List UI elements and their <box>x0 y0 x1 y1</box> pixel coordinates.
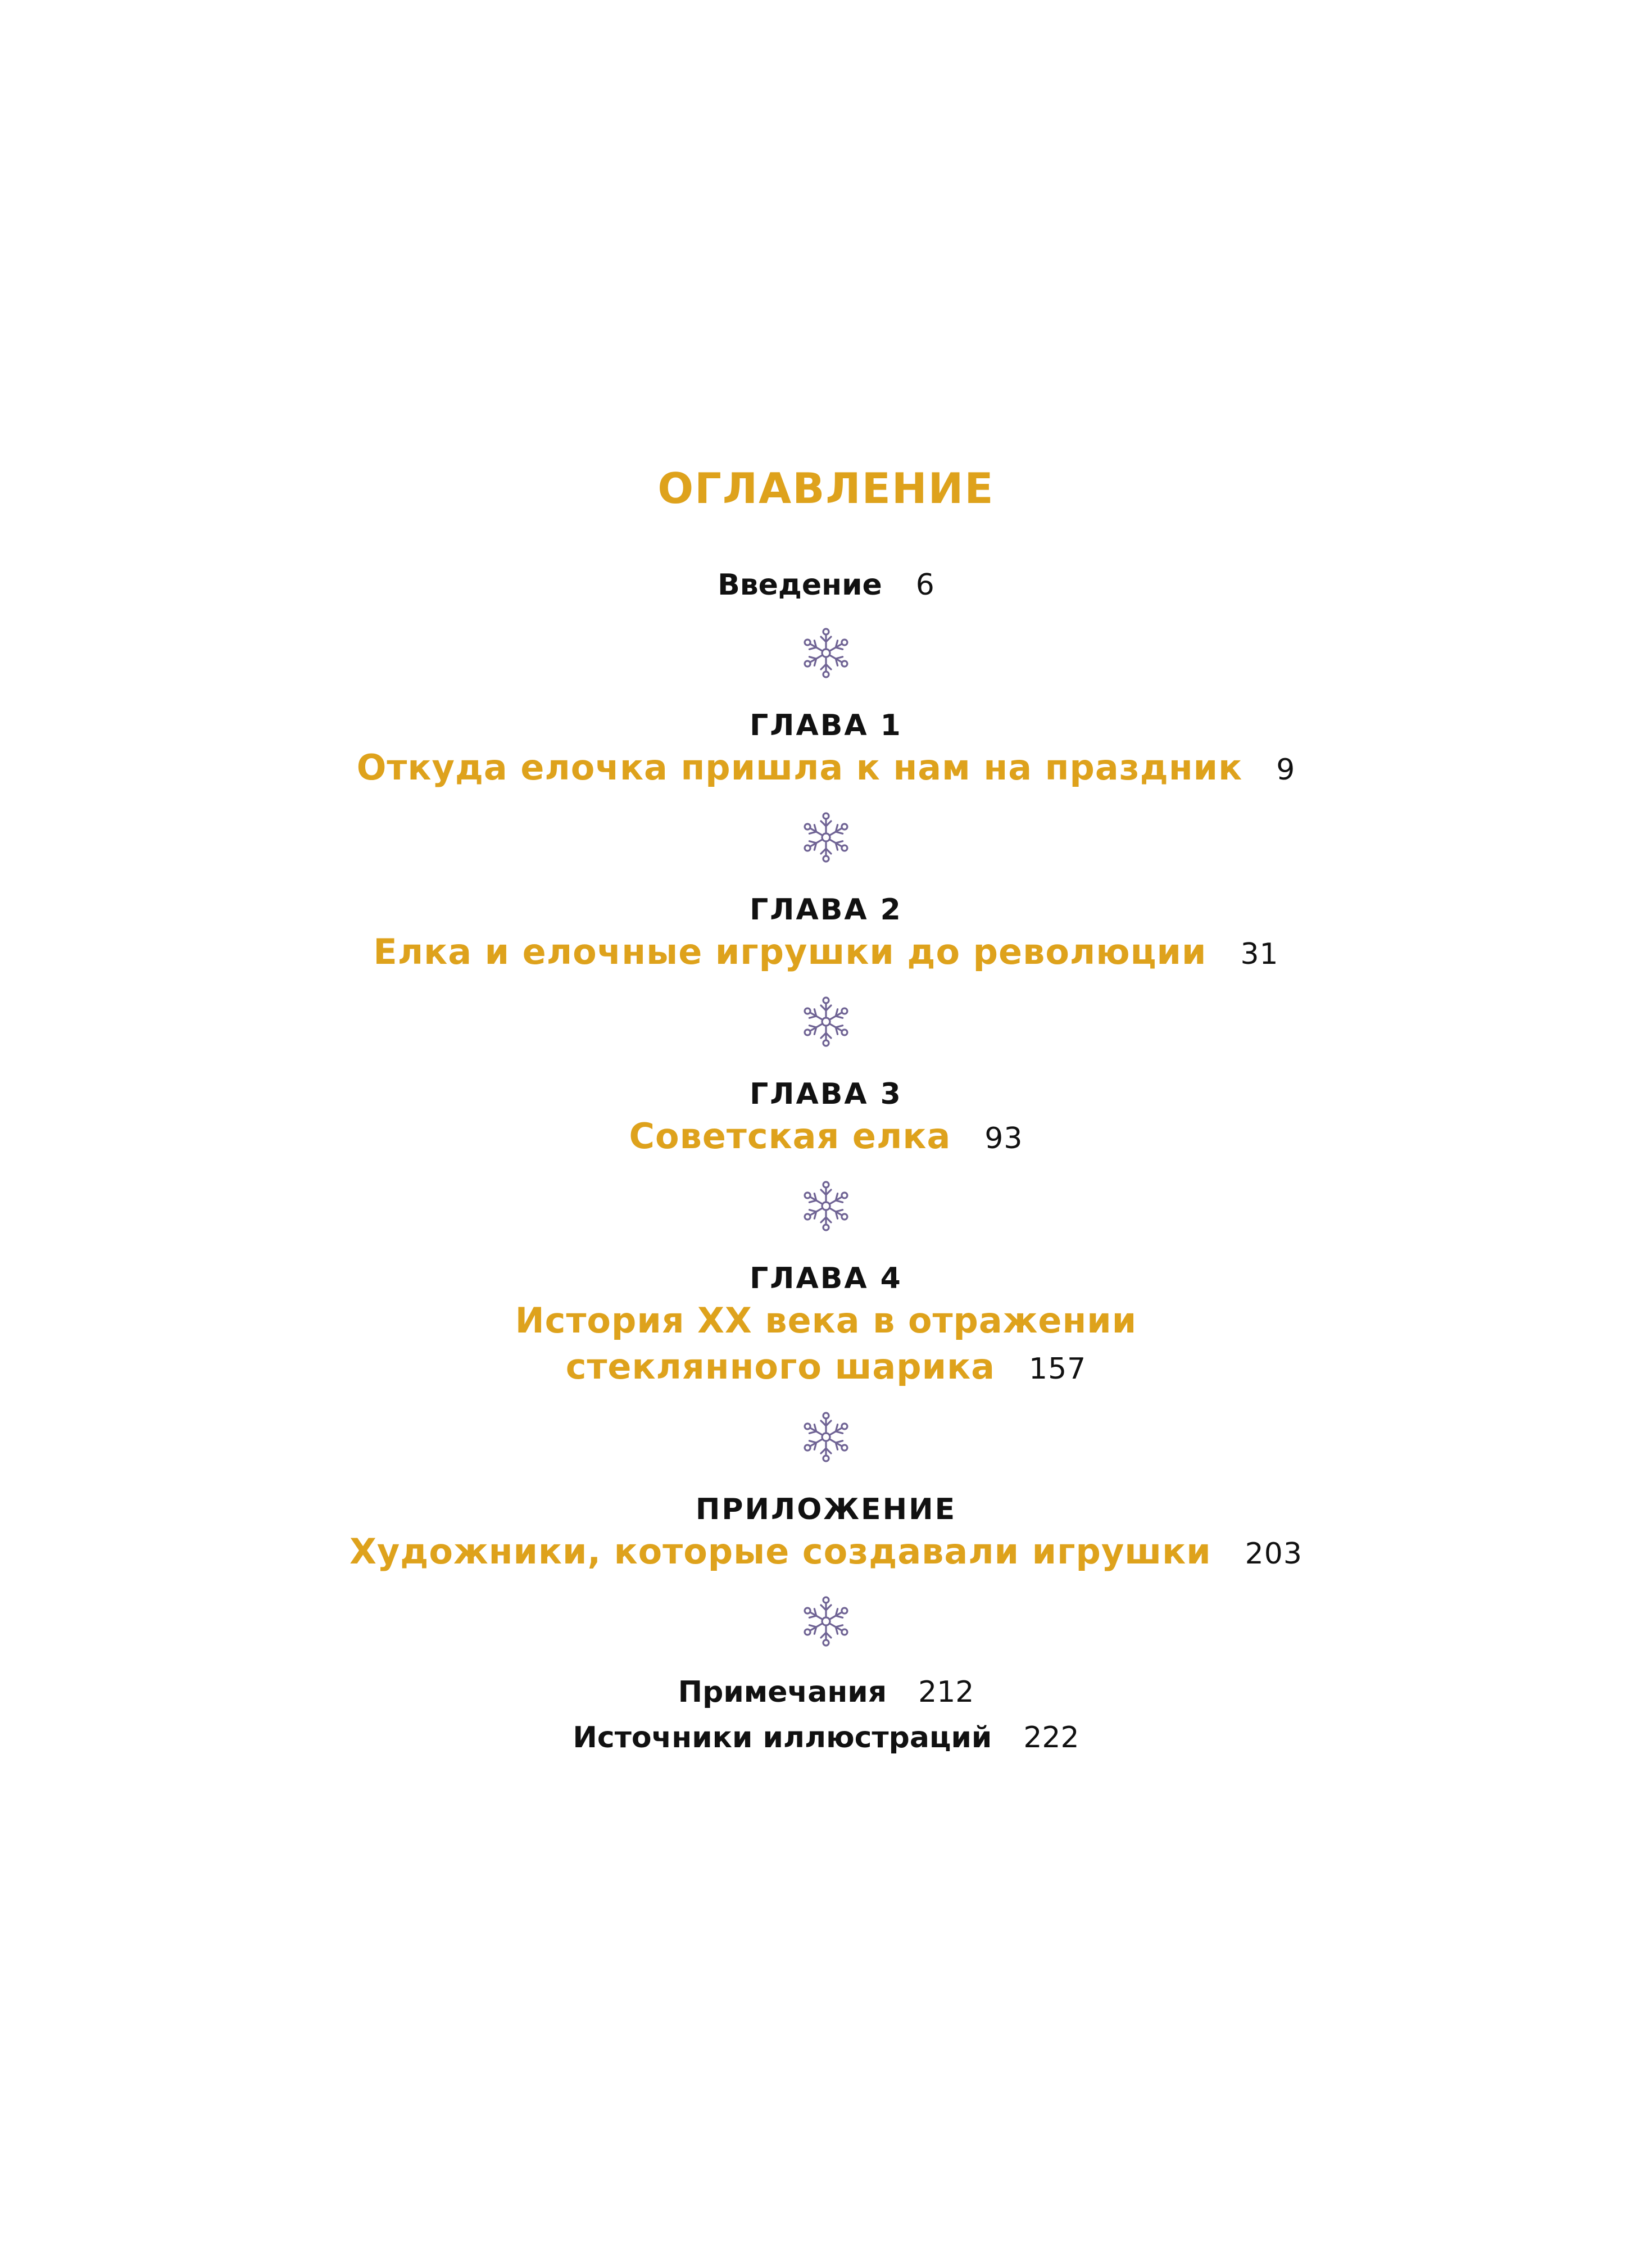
chapter-3-title: Советская елка <box>629 1116 951 1157</box>
appendix-label: ПРИЛОЖЕНИЕ <box>695 1493 957 1526</box>
toc-page-number: 93 <box>984 1122 1023 1155</box>
toc-page-number: 9 <box>1276 753 1296 787</box>
chapter-3-label: ГЛАВА 3 <box>750 1077 902 1111</box>
snowflake-icon <box>797 992 855 1051</box>
chapter-4-title-line-1[interactable]: История XX века в отражении <box>515 1300 1137 1341</box>
chapter-4-label: ГЛАВА 4 <box>750 1262 902 1295</box>
toc-entry-introduction[interactable] <box>0 570 1652 600</box>
toc-entry-chapter-2[interactable] <box>0 931 1652 972</box>
toc-entry-chapter-1[interactable] <box>0 747 1652 788</box>
toc-page-number: 157 <box>1029 1352 1087 1386</box>
toc-page-number: 203 <box>1245 1537 1302 1571</box>
toc-entry-chapter-4[interactable] <box>0 1346 1652 1387</box>
toc-page-number: 31 <box>1240 937 1279 971</box>
snowflake-icon <box>797 1592 855 1651</box>
toc-entry-appendix[interactable] <box>0 1531 1652 1572</box>
appendix-title: Художники, которые создавали игрушки <box>350 1531 1211 1572</box>
toc-entry-label: Источники иллюстраций <box>573 1721 992 1755</box>
chapter-1-label: ГЛАВА 1 <box>750 709 902 742</box>
toc-page-number: 6 <box>915 568 934 602</box>
toc-entry-notes[interactable] <box>0 1675 1652 1709</box>
toc-entry-chapter-3[interactable] <box>0 1116 1652 1157</box>
toc-entry-label: Введение <box>718 568 882 602</box>
toc-page-number: 212 <box>918 1675 974 1709</box>
toc-page-number: 222 <box>1023 1721 1079 1755</box>
snowflake-icon <box>797 1408 855 1466</box>
chapter-4-title-line-2: стеклянного шарика <box>565 1346 996 1387</box>
snowflake-icon <box>797 624 855 682</box>
toc-entry-illustration-sources[interactable] <box>0 1721 1652 1755</box>
page-title: ОГЛАВЛЕНИЕ <box>657 464 995 513</box>
toc-entry-label: Примечания <box>678 1675 887 1709</box>
chapter-2-title: Елка и елочные игрушки до революции <box>373 931 1207 972</box>
chapter-2-label: ГЛАВА 2 <box>750 893 902 927</box>
snowflake-icon <box>797 808 855 867</box>
snowflake-icon <box>797 1177 855 1235</box>
chapter-1-title: Откуда елочка пришла к нам на праздник <box>356 747 1243 788</box>
